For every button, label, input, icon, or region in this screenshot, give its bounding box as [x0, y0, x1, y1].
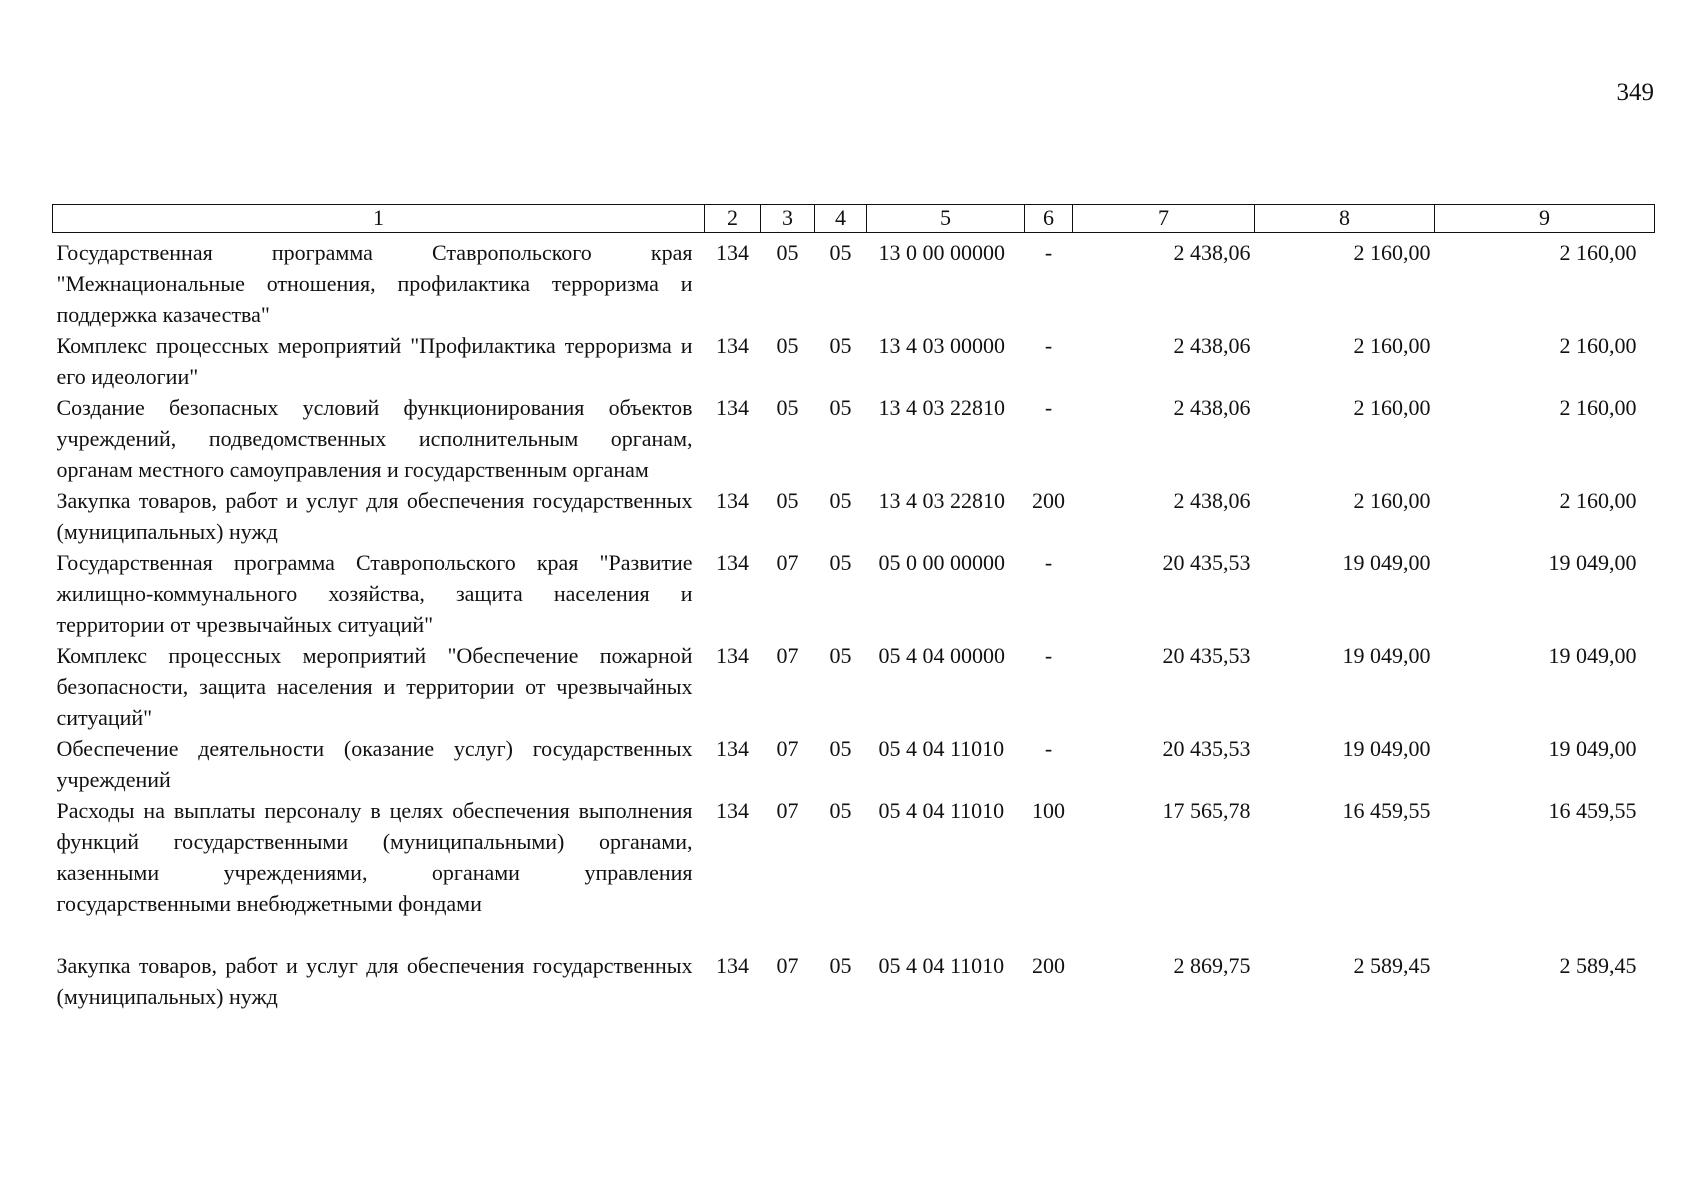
- row-amount-col9: 2 160,00: [1559, 240, 1637, 265]
- row-amount-col8: 2 160,00: [1353, 333, 1431, 358]
- row-ministry-code: 134: [716, 488, 749, 513]
- row-amount-col7: 17 565,78: [1162, 798, 1251, 823]
- row-description: Обеспечение деятельности (оказание услуг) государственных учреждений: [56, 736, 693, 792]
- table-header: [53, 205, 1655, 233]
- row-amount-col7: 20 435,53: [1162, 736, 1251, 761]
- row-subsection-code: 05: [829, 736, 852, 761]
- row-section-code: 07: [776, 953, 799, 978]
- row-ministry-code: 134: [716, 333, 749, 358]
- row-amount-col9: 2 160,00: [1559, 488, 1637, 513]
- row-amount-col8: 16 459,55: [1342, 798, 1431, 823]
- row-ministry-code: 134: [716, 240, 749, 265]
- row-amount-col9: 19 049,00: [1548, 643, 1637, 668]
- row-section-code: 07: [776, 798, 799, 823]
- table-row: [53, 795, 1655, 919]
- header-col-5: 5: [867, 205, 1025, 233]
- row-target-article: 13 4 03 22810: [878, 488, 1005, 513]
- row-amount-col8: 2 160,00: [1353, 240, 1431, 265]
- header-col-7: 7: [1073, 205, 1255, 233]
- table-row: [53, 485, 1655, 547]
- row-target-article: 13 0 00 00000: [878, 240, 1005, 265]
- row-amount-col8: 19 049,00: [1342, 550, 1431, 575]
- row-ministry-code: 134: [716, 643, 749, 668]
- budget-table: [52, 204, 1655, 1012]
- row-description: Государственная программа Ставропольского края "Развитие жилищно-коммунального хозяйства, защита населения и территории от чрезвычайных ситуаций": [56, 550, 693, 637]
- header-col-9: 9: [1435, 205, 1655, 233]
- header-col-6: 6: [1025, 205, 1073, 233]
- row-section-code: 05: [776, 240, 799, 265]
- row-description: Закупка товаров, работ и услуг для обеспечения государственных (муниципальных) нужд: [56, 488, 693, 544]
- row-description: Закупка товаров, работ и услуг для обеспечения государственных (муниципальных) нужд: [56, 953, 693, 1009]
- row-expense-type: 100: [1032, 798, 1065, 823]
- header-col-1: 1: [53, 205, 705, 233]
- row-target-article: 13 4 03 00000: [878, 333, 1005, 358]
- row-subsection-code: 05: [829, 240, 852, 265]
- row-amount-col9: 16 459,55: [1548, 798, 1637, 823]
- row-subsection-code: 05: [829, 333, 852, 358]
- row-subsection-code: 05: [829, 643, 852, 668]
- row-amount-col8: 19 049,00: [1342, 736, 1431, 761]
- row-amount-col7: 2 438,06: [1173, 240, 1251, 265]
- row-ministry-code: 134: [716, 395, 749, 420]
- row-section-code: 07: [776, 550, 799, 575]
- row-section-code: 07: [776, 643, 799, 668]
- row-subsection-code: 05: [829, 798, 852, 823]
- row-target-article: 05 4 04 11010: [878, 798, 1005, 823]
- table-row: [53, 233, 1655, 331]
- row-subsection-code: 05: [829, 395, 852, 420]
- header-col-8: 8: [1255, 205, 1435, 233]
- row-target-article: 05 4 04 11010: [878, 953, 1005, 978]
- header-row: [53, 205, 1655, 233]
- row-ministry-code: 134: [716, 550, 749, 575]
- table-row: [53, 392, 1655, 485]
- row-description: Комплекс процессных мероприятий "Профилактика терроризма и его идеологии": [56, 333, 693, 389]
- row-amount-col7: 2 869,75: [1173, 953, 1251, 978]
- row-amount-col7: 2 438,06: [1173, 488, 1251, 513]
- table-row: [53, 547, 1655, 640]
- row-ministry-code: 134: [716, 798, 749, 823]
- row-expense-type: -: [1044, 333, 1053, 358]
- row-description: Комплекс процессных мероприятий "Обеспечение пожарной безопасности, защита населения и территории от чрезвычайных ситуаций": [56, 643, 693, 730]
- row-target-article: 13 4 03 22810: [878, 395, 1005, 420]
- header-col-2: 2: [705, 205, 761, 233]
- row-expense-type: -: [1044, 550, 1053, 575]
- row-target-article: 05 4 04 11010: [878, 736, 1005, 761]
- table-row: [53, 919, 1655, 1012]
- row-amount-col7: 20 435,53: [1162, 643, 1251, 668]
- row-description: Создание безопасных условий функционирования объектов учреждений, подведомственных исполнительным органам, органам местного самоуправления и государственным органам: [56, 395, 693, 482]
- row-amount-col8: 2 160,00: [1353, 395, 1431, 420]
- row-section-code: 05: [776, 488, 799, 513]
- row-amount-col7: 20 435,53: [1162, 550, 1251, 575]
- row-amount-col9: 19 049,00: [1548, 550, 1637, 575]
- header-col-3: 3: [761, 205, 815, 233]
- row-amount-col9: 19 049,00: [1548, 736, 1637, 761]
- table-body: [53, 233, 1655, 1013]
- row-amount-col9: 2 589,45: [1559, 953, 1637, 978]
- row-subsection-code: 05: [829, 953, 852, 978]
- row-amount-col9: 2 160,00: [1559, 333, 1637, 358]
- row-ministry-code: 134: [716, 953, 749, 978]
- table-row: [53, 733, 1655, 795]
- header-col-4: 4: [815, 205, 867, 233]
- row-expense-type: -: [1044, 240, 1053, 265]
- row-ministry-code: 134: [716, 736, 749, 761]
- row-amount-col7: 2 438,06: [1173, 395, 1251, 420]
- row-amount-col7: 2 438,06: [1173, 333, 1251, 358]
- row-description: Государственная программа Ставропольского края "Межнациональные отношения, профилактика терроризма и поддержка казачества": [56, 240, 693, 327]
- row-expense-type: -: [1044, 643, 1053, 668]
- page-number: 349: [1616, 79, 1654, 106]
- table-row: [53, 330, 1655, 392]
- row-amount-col8: 2 589,45: [1353, 953, 1431, 978]
- row-subsection-code: 05: [829, 488, 852, 513]
- row-description: Расходы на выплаты персоналу в целях обеспечения выполнения функций государственными (муниципальными) органами, казенными учреждениями, органами управления государственными внебюджетными фондами: [56, 798, 693, 916]
- row-amount-col8: 19 049,00: [1342, 643, 1431, 668]
- row-section-code: 05: [776, 333, 799, 358]
- row-section-code: 05: [776, 395, 799, 420]
- row-subsection-code: 05: [829, 550, 852, 575]
- row-expense-type: -: [1044, 395, 1053, 420]
- row-target-article: 05 4 04 00000: [878, 643, 1005, 668]
- row-amount-col9: 2 160,00: [1559, 395, 1637, 420]
- row-expense-type: -: [1044, 736, 1053, 761]
- table-row: [53, 640, 1655, 733]
- row-target-article: 05 0 00 00000: [878, 550, 1005, 575]
- row-expense-type: 200: [1032, 953, 1065, 978]
- row-expense-type: 200: [1032, 488, 1065, 513]
- row-amount-col8: 2 160,00: [1353, 488, 1431, 513]
- row-section-code: 07: [776, 736, 799, 761]
